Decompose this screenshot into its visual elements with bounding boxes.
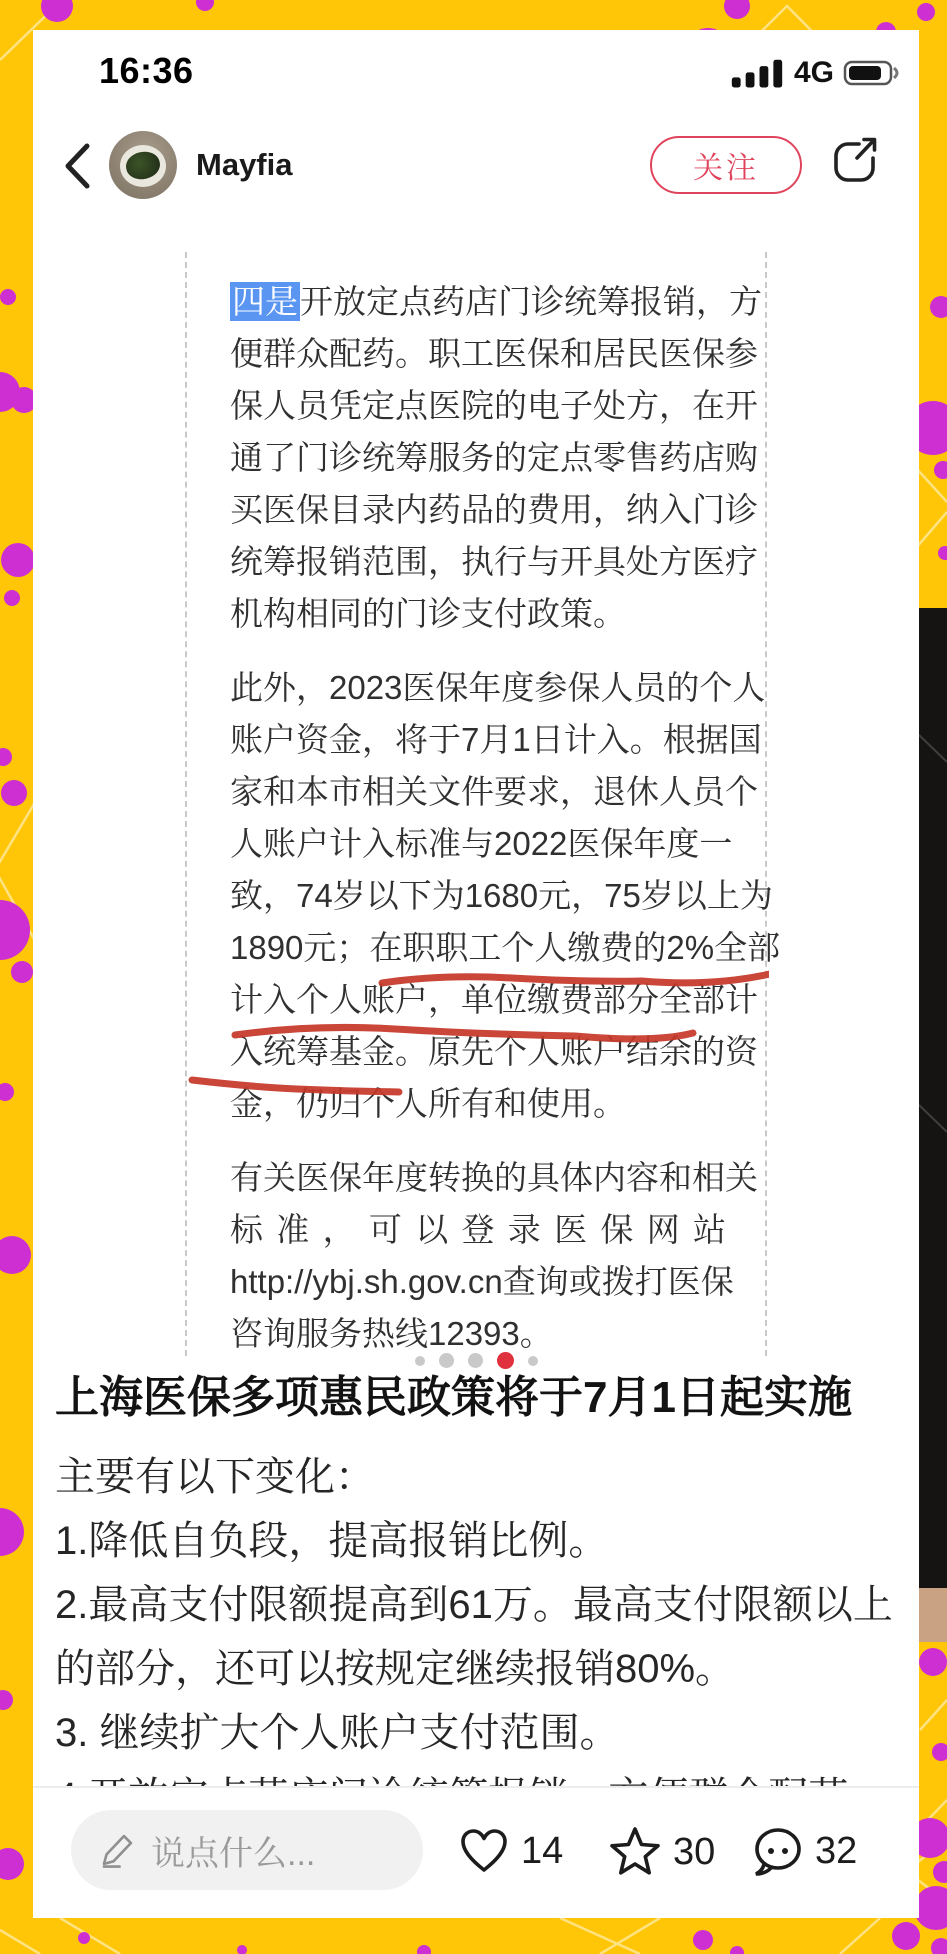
text-line: 1.降低自负段，提高报销比例。 xyxy=(55,1519,609,1563)
paragraph-3 xyxy=(230,1154,758,1362)
text-line: 此外，2023医保年度参保人员的个人 xyxy=(230,669,766,706)
screenshot-card xyxy=(33,30,919,1918)
bottom-action-bar xyxy=(33,1786,919,1918)
text-line: 入统筹基金。原先个人账户结余的资 xyxy=(230,1033,758,1070)
text-line: 保人员凭定点医院的电子处方，在开 xyxy=(230,387,758,424)
photo-skin-area xyxy=(919,1588,947,1642)
comment-button[interactable] xyxy=(751,1826,857,1876)
text-line: 家和本市相关文件要求，退休人员个 xyxy=(230,773,758,810)
text-line: 账户资金，将于7月1日计入。根据国 xyxy=(230,721,762,758)
text-line: 四是开放定点药店门诊统筹报销，方 xyxy=(232,283,762,320)
text-line: 买医保目录内药品的费用，纳入门诊 xyxy=(230,491,758,528)
username[interactable]: Mayfia xyxy=(196,147,293,182)
post-image-text[interactable] xyxy=(185,252,781,1356)
signal-strength-icon xyxy=(729,56,785,90)
text-line: 计入个人账户，单位缴费部分全部计 xyxy=(230,981,758,1018)
post-title: 上海医保多项惠民政策将于7月1日起实施 xyxy=(55,1373,852,1422)
follow-button-label: 关注 xyxy=(693,152,759,185)
text-line: 金，仍归个人所有和使用。 xyxy=(230,1085,626,1122)
collect-button[interactable] xyxy=(607,1826,715,1878)
text-line: 机构相同的门诊支付政策。 xyxy=(230,595,626,632)
text-line: 通了门诊统筹服务的定点零售药店购 xyxy=(230,439,758,476)
like-count: 14 xyxy=(521,1830,564,1872)
text-line: 3. 继续扩大个人账户支付范围。 xyxy=(55,1711,620,1755)
text-line: 统筹报销范围，执行与开具处方医疗 xyxy=(230,543,758,580)
heart-icon xyxy=(457,1826,511,1876)
paragraph-1 xyxy=(230,278,762,642)
carousel-dot xyxy=(415,1356,425,1366)
text-line: 主要有以下变化： xyxy=(55,1455,375,1499)
post-header xyxy=(33,126,919,206)
battery-icon xyxy=(843,58,903,88)
comment-placeholder: 说点什么... xyxy=(151,1834,316,1873)
comment-input[interactable] xyxy=(71,1810,423,1890)
text-line: 1890元；在职职工个人缴费的2%全部 xyxy=(230,929,781,966)
carousel-indicator[interactable] xyxy=(33,1352,919,1369)
avatar[interactable] xyxy=(109,131,177,199)
highlighted-text: 四是 xyxy=(232,283,298,320)
like-button[interactable] xyxy=(457,1826,563,1876)
text-line: 咨询服务热线12393。 xyxy=(230,1315,553,1352)
status-bar xyxy=(33,30,919,120)
text-line: 便群众配药。职工医保和居民医保参 xyxy=(230,335,758,372)
text-line: 致，74岁以下为1680元，75岁以上为 xyxy=(230,877,773,914)
paragraph-2 xyxy=(230,664,781,1132)
text-line: 标准，可以登录医保网站 xyxy=(230,1211,726,1248)
follow-button[interactable] xyxy=(650,136,802,194)
star-icon xyxy=(607,1826,663,1878)
network-type-label: 4G xyxy=(793,56,834,89)
carousel-dot xyxy=(468,1353,483,1368)
carousel-dot-active xyxy=(497,1352,514,1369)
text-line: 人账户计入标准与2022医保年度一 xyxy=(230,825,733,862)
text-line: 2.最高支付限额提高到61万。最高支付限额以上 xyxy=(55,1583,893,1627)
back-icon[interactable] xyxy=(63,142,91,190)
comment-count: 32 xyxy=(815,1830,858,1872)
carousel-dot xyxy=(439,1353,454,1368)
text-line: http://ybj.sh.gov.cn查询或拨打医保 xyxy=(230,1263,734,1300)
text-line: 的部分，还可以按规定继续报销80%。 xyxy=(55,1647,736,1691)
collect-count: 30 xyxy=(673,1831,716,1873)
carousel-dot xyxy=(528,1356,538,1366)
text-line: 有关医保年度转换的具体内容和相关 xyxy=(230,1159,758,1196)
post-body-text xyxy=(55,1448,897,1832)
photo-black-area xyxy=(919,608,947,1588)
share-icon[interactable] xyxy=(831,136,881,186)
comment-bubble-icon xyxy=(751,1826,805,1876)
clock-time: 16:36 xyxy=(99,50,194,91)
pencil-icon xyxy=(97,1830,137,1870)
